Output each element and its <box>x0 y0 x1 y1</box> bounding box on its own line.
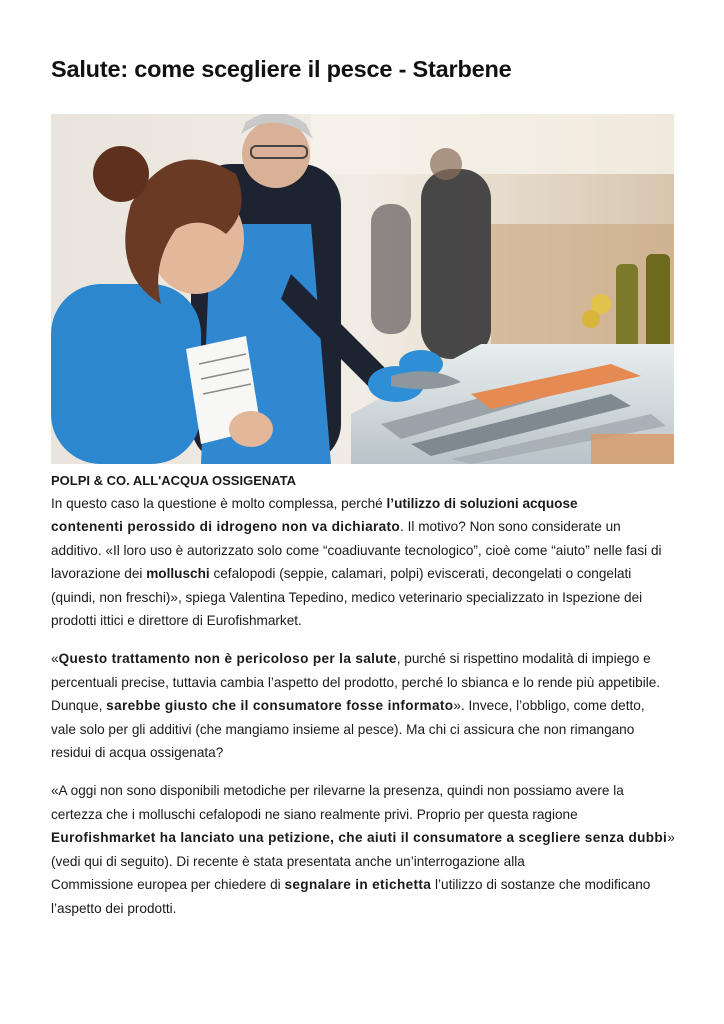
paragraph-3-line: (vedi qui di seguito). Di recente è stata presentata anche un’interrogazione alla <box>51 853 525 869</box>
paragraph-1-line: contenenti perossido di idrogeno non va dichiarato. Il motivo? Non sono considerate un <box>51 519 621 535</box>
paragraph-3-line: certezza che i molluschi cefalopodi ne siano realmente privi. Proprio per questa ragione <box>51 806 578 822</box>
article-body <box>51 470 681 920</box>
section-title: POLPI & CO. ALL'ACQUA OSSIGENATA <box>51 473 297 488</box>
paragraph-3-line: Eurofishmarket ha lanciato una petizione, che aiuti il consumatore a scegliere senza dubbi» <box>51 830 675 846</box>
paragraph-1-line: additivo. «Il loro uso è autorizzato solo come “coadiuvante tecnologico”, cioè come “aiuto” nelle fasi di <box>51 542 662 558</box>
paragraph-1-line: In questo caso la questione è molto complessa, perché l’utilizzo di soluzioni acquose <box>51 496 578 511</box>
paragraph-2-line: «Questo trattamento non è pericoloso per la salute, purché si rispettino modalità di impiego e <box>51 651 651 667</box>
hero-photo <box>51 114 674 464</box>
paragraph-1-line: lavorazione dei molluschi cefalopodi (seppie, calamari, polpi) eviscerati, decongelati o congelati <box>51 566 632 582</box>
page-title: Salute: come scegliere il pesce - Starbene <box>51 56 512 82</box>
paragraph-2-line: vale solo per gli additivi (che mangiamo insieme al pesce). Ma chi ci assicura che non rimangano <box>51 721 635 737</box>
paragraph-3-line: l’aspetto dei prodotti. <box>51 900 177 916</box>
paragraph-3-line: «A oggi non sono disponibili metodiche per rilevarne la presenza, quindi non possiamo avere la <box>51 783 624 799</box>
paragraph-1-line: (quindi, non freschi)», spiega Valentina Tepedino, medico veterinario specializzato in Ispezione dei <box>51 589 643 605</box>
paragraph-1-line: prodotti ittici e direttore di Eurofishmarket. <box>51 613 302 629</box>
paragraph-2-line: Dunque, sarebbe giusto che il consumatore fosse informato». Invece, l’obbligo, come detto, <box>51 698 645 714</box>
paragraph-2-line: percentuali precise, tuttavia cambia l’aspetto del prodotto, perché lo sbianca e lo rende più appetibile. <box>51 674 661 690</box>
paragraph-2-line: residui di acqua ossigenata? <box>51 745 224 761</box>
paragraph-3-line: Commissione europea per chiedere di segnalare in etichetta l’utilizzo di sostanze che modificano <box>51 877 651 893</box>
